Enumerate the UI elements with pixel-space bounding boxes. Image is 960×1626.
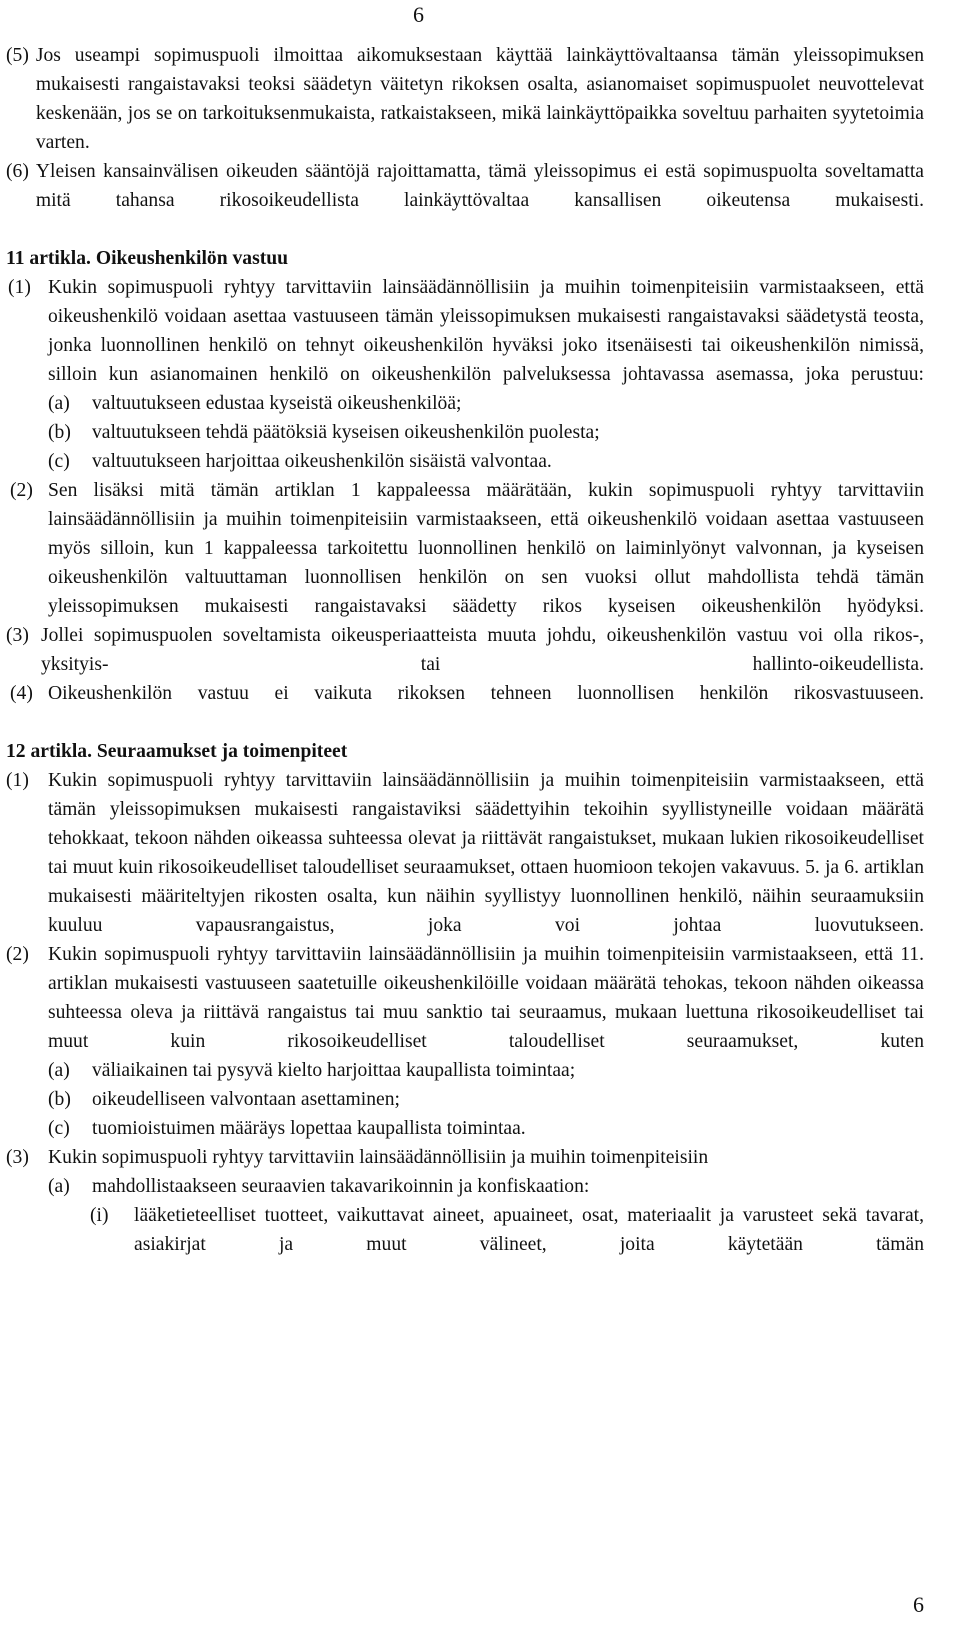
list-item-marker: (b) xyxy=(48,1089,71,1110)
paragraph-text: Jos useampi sopimuspuoli ilmoittaa aikomuksestaan käyttää lainkäyttövaltaansa tämän yleissopimuksen mukaisesti rangaistavaksi teoksi säädetyn väitetyn rikoksen osalta, asianomaiset sopimuspuolet neuvottelevat keskenään, jos se on tarkoituksenmukaista, ratkaistakseen, mikä lainkäyttöpaikka soveltuu parhaiten syytetoimia varten. xyxy=(35,45,924,153)
paragraph-6 xyxy=(6,157,924,215)
paragraph-number: (1) xyxy=(6,770,29,791)
list-item-text: tuomioistuimen määräys lopettaa kaupallista toimintaa. xyxy=(92,1118,526,1139)
paragraph-text: Kukin sopimuspuoli ryhtyy tarvittaviin lainsäädännöllisiin ja muihin toimenpiteisiin varmistaakseen, että oikeushenkilö voidaan asettaa vastuuseen tämän yleissopimuksen mukaisesti rangaistavaksi säädetystä teosta, jonka luonnollinen henkilö on tehnyt oikeushenkilön hyväksi joko itsenäisesti tai oikeushenkilön nimissä, silloin kun asianomainen henkilö on oikeushenkilön palveluksessa johtavassa asemassa, joka perustuu: xyxy=(48,277,924,385)
list-item xyxy=(48,1085,924,1114)
article-12-paragraph-2 xyxy=(6,940,924,1056)
paragraph-text: Kukin sopimuspuoli ryhtyy tarvittaviin lainsäädännöllisiin ja muihin toimenpiteisiin varmistaakseen, että 11. artiklan mukaisesti vastuuseen saatetuille oikeushenkilöille voidaan määrätä tehokas, tekoon nähden oikeassa suhteessa oleva ja riittävä rangaistus tai muu sanktio tai seuraamus, mukaan luettuna rikosoikeudelliset tai muut kuin rikosoikeudelliset taloudelliset seuraamukset, kuten xyxy=(48,944,924,1052)
paragraph-5 xyxy=(6,41,924,157)
document-page xyxy=(6,41,924,1259)
list-item-text: valtuutukseen tehdä päätöksiä kyseisen oikeushenkilön puolesta; xyxy=(92,422,600,443)
list-item-text: valtuutukseen harjoittaa oikeushenkilön sisäistä valvontaa. xyxy=(92,451,552,472)
paragraph-number: (4) xyxy=(10,683,33,704)
list-item xyxy=(48,447,924,476)
paragraph-text: Yleisen kansainvälisen oikeuden sääntöjä rajoittamatta, tämä yleissopimus ei estä sopimuspuolta soveltamatta mitä tahansa rikosoikeudellista lainkäyttövaltaa kansallisen oikeutensa mukaisesti. xyxy=(35,161,924,211)
list-item-marker: (b) xyxy=(48,422,71,443)
article-11-heading xyxy=(6,244,924,273)
list-item-text: valtuutukseen edustaa kyseistä oikeushenkilöä; xyxy=(92,393,462,414)
list-item-marker: (c) xyxy=(48,451,70,472)
list-item-text: oikeudelliseen valvontaan asettaminen; xyxy=(92,1089,400,1110)
list-item-text: väliaikainen tai pysyvä kielto harjoittaa kaupallista toimintaa; xyxy=(92,1060,576,1081)
list-item-text: mahdollistaakseen seuraavien takavarikoinnin ja konfiskaation: xyxy=(92,1176,590,1197)
paragraph-number: (2) xyxy=(10,480,33,501)
paragraph-number: (3) xyxy=(6,1147,29,1168)
paragraph-text: Oikeushenkilön vastuu ei vaikuta rikoksen tehneen luonnollisen henkilön rikosvastuuseen. xyxy=(48,683,924,704)
article-11-paragraph-1 xyxy=(6,273,924,389)
list-item-text: lääketieteelliset tuotteet, vaikuttavat aineet, apuaineet, osat, materiaalit ja varusteet sekä tavarat, asiakirjat ja muut välineet, joita käytetään tämän xyxy=(134,1205,924,1255)
page-number-top: 6 xyxy=(413,2,424,27)
article-title: Oikeushenkilön vastuu xyxy=(95,248,289,269)
article-11-paragraph-3 xyxy=(6,621,924,679)
list-item xyxy=(48,1114,924,1143)
list-item xyxy=(48,389,924,418)
paragraph-number: (3) xyxy=(6,625,29,646)
article-number: 12 artikla. xyxy=(6,741,92,762)
paragraph-text: Kukin sopimuspuoli ryhtyy tarvittaviin lainsäädännöllisiin ja muihin toimenpiteisiin varmistaakseen, että tämän yleissopimuksen mukaisesti rangaistaviksi säädettyihin tekoihin syyllistyneille voidaan määrätä tehokkaat, tekoon nähden oikeassa suhteessa olevat ja riittävät rangaistukset, mukaan lukien rikosoikeudelliset tai muut kuin rikosoikeudelliset taloudelliset seuraamukset, ottaen huomioon tekojen vakavuus. 5. ja 6. artiklan mukaisesti määriteltyjen rikosten osalta, kun näihin syyllistyy luonnollinen henkilö, näihin seuraamuksiin kuuluu vapausrangaistus, joka voi johtaa luovutukseen. xyxy=(48,770,924,936)
paragraph-number: (6) xyxy=(6,161,29,182)
list-item-marker: (i) xyxy=(90,1205,109,1226)
list-item-marker: (a) xyxy=(48,1060,70,1081)
article-11-paragraph-2 xyxy=(6,476,924,621)
paragraph-number: (2) xyxy=(6,944,29,965)
paragraph-text: Kukin sopimuspuoli ryhtyy tarvittaviin lainsäädännöllisiin ja muihin toimenpiteisiin xyxy=(48,1147,709,1168)
page-number-bottom: 6 xyxy=(913,1592,924,1617)
sub-list-item xyxy=(90,1201,924,1259)
list-item xyxy=(48,418,924,447)
list-item-marker: (c) xyxy=(48,1118,70,1139)
list-item xyxy=(48,1172,924,1201)
article-12-paragraph-1 xyxy=(6,766,924,940)
article-title: Seuraamukset ja toimenpiteet xyxy=(96,741,348,762)
list-item-marker: (a) xyxy=(48,1176,70,1197)
article-number: 11 artikla. xyxy=(6,248,91,269)
paragraph-number: (5) xyxy=(6,45,29,66)
article-12-heading xyxy=(6,737,924,766)
paragraph-number: (1) xyxy=(8,277,31,298)
article-12-paragraph-3 xyxy=(6,1143,924,1172)
paragraph-text: Sen lisäksi mitä tämän artiklan 1 kappaleessa määrätään, kukin sopimuspuoli ryhtyy tarvittaviin lainsäädännöllisiin ja muihin toimenpiteisiin varmistaakseen, että oikeushenkilö voidaan asettaa vastuuseen myös silloin, kun 1 kappaleessa tarkoitettu luonnollinen henkilö on laiminlyönyt valvonnan, ja kyseisen oikeushenkilön valtuuttaman luonnollisen henkilön on sen vuoksi ollut mahdollista tehdä tämän yleissopimuksen mukaisesti rangaistavaksi säädetty rikos kyseisen oikeushenkilön hyödyksi. xyxy=(48,480,924,617)
list-item-marker: (a) xyxy=(48,393,70,414)
paragraph-text: Jollei sopimuspuolen soveltamista oikeusperiaatteista muuta johdu, oikeushenkilön vastuu voi olla rikos-, yksityis- tai hallinto-oikeudellista. xyxy=(41,625,924,675)
article-11-paragraph-4 xyxy=(6,679,924,708)
list-item xyxy=(48,1056,924,1085)
